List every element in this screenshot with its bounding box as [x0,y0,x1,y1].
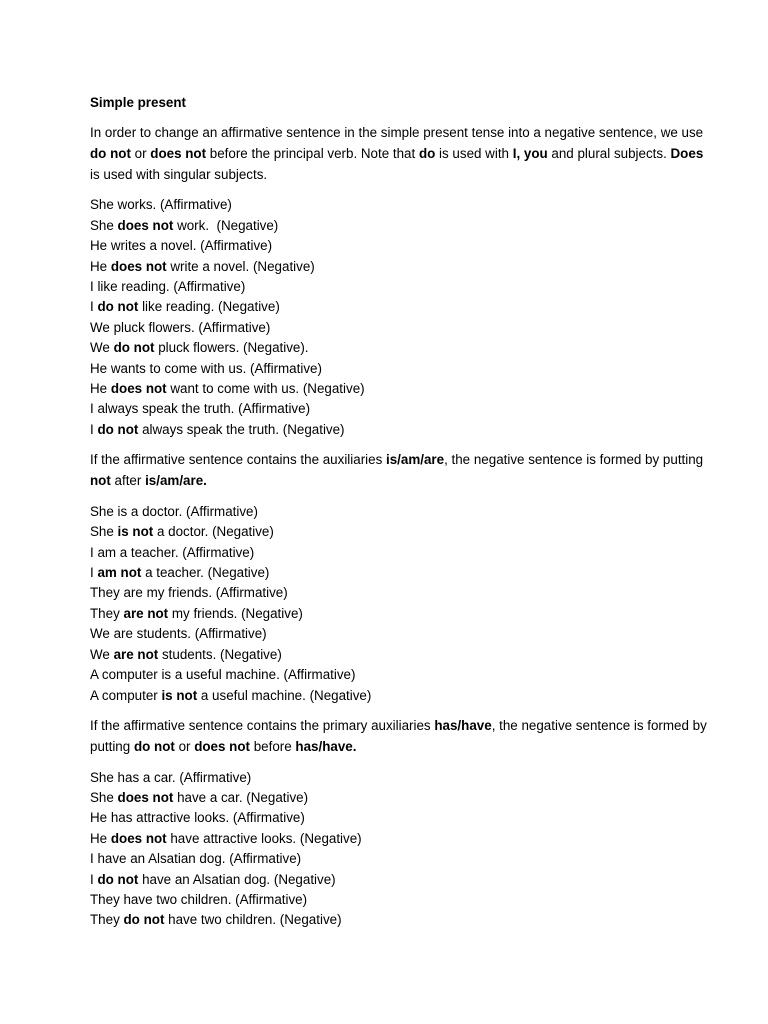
bold-text: do not [123,912,165,928]
text-run: , the negative sentence is formed by putting [90,717,707,754]
example-sentence [90,257,708,277]
bold-text: is not [117,524,154,540]
example-sentence [90,195,708,215]
text-run: a doctor. (Negative) [153,524,274,540]
text-run: We [90,340,114,356]
example-sentence [90,686,708,706]
bold-text: am not [97,565,142,581]
example-sentence [90,645,708,665]
bold-text: does not [110,381,167,397]
text-run: I [90,421,98,437]
text-run: have two children. (Negative) [164,912,342,928]
text-run: She works. (Affirmative) [90,197,232,213]
text-run: He [90,381,111,397]
text-run: She [90,524,118,540]
bold-text: has/have [434,717,492,733]
text-run: or [174,738,195,754]
bold-text: does not [110,830,167,846]
bold-text: has/have. [295,738,357,754]
text-run: A computer is a useful machine. (Affirmative) [90,667,356,683]
text-run: She [90,789,118,805]
text-run: pluck flowers. (Negative). [154,340,309,356]
example-sentence [90,359,708,379]
text-run: is used with [435,145,513,161]
text-run: after [110,473,146,489]
text-run: want to come with us. (Negative) [166,381,365,397]
example-list [90,502,708,706]
text-run: I [90,299,98,315]
example-sentence [90,788,708,808]
text-run: before [250,738,296,754]
example-list [90,768,708,931]
bold-text: does not [117,789,174,805]
example-sentence [90,808,708,828]
bold-text: do not [97,299,139,315]
bold-text: does not [194,738,250,754]
example-sentence [90,338,708,358]
example-sentence [90,624,708,644]
example-sentence [90,665,708,685]
example-sentence [90,318,708,338]
bold-text: are not [123,605,169,621]
example-sentence [90,297,708,317]
text-run: , the negative sentence is formed by putting [444,452,704,468]
text-run: They are my friends. (Affirmative) [90,585,288,601]
text-run: If the affirmative sentence contains the auxiliaries [90,452,386,468]
text-run: They [90,605,124,621]
text-run: my friends. (Negative) [168,605,303,621]
text-run: He [90,830,111,846]
explanation-paragraph [90,716,708,758]
example-sentence [90,399,708,419]
example-sentence [90,236,708,256]
bold-text: does not [117,217,174,233]
bold-text: do not [113,340,155,356]
text-run: She [90,217,118,233]
example-sentence [90,583,708,603]
text-run: She has a car. (Affirmative) [90,769,252,785]
text-run: a teacher. (Negative) [141,565,270,581]
text-run: In order to change an affirmative sentence in the simple present tense into a negative sentence, we use [90,125,704,140]
text-run: I always speak the truth. (Affirmative) [90,401,311,417]
example-sentence [90,870,708,890]
text-run: write a novel. (Negative) [166,258,315,274]
text-run: They have two children. (Affirmative) [90,891,308,907]
text-run: I [90,565,98,581]
bold-text: is not [161,687,198,703]
example-sentence [90,890,708,910]
bold-text: do not [133,738,175,754]
document-body [90,123,708,931]
text-run: is used with singular subjects. [90,166,268,182]
text-run: and plural subjects. [547,145,671,161]
text-run: We [90,646,114,662]
example-sentence [90,604,708,624]
text-run: He writes a novel. (Affirmative) [90,238,273,254]
example-sentence [90,277,708,297]
example-list [90,195,708,440]
text-run: have attractive looks. (Negative) [166,830,362,846]
text-run: We pluck flowers. (Affirmative) [90,319,271,335]
example-sentence [90,379,708,399]
example-sentence [90,420,708,440]
example-sentence [90,768,708,788]
text-run: I am a teacher. (Affirmative) [90,544,255,560]
text-run: have a car. (Negative) [173,789,309,805]
bold-text: is/am/are [386,452,445,468]
text-run: work. (Negative) [173,217,279,233]
example-sentence [90,563,708,583]
bold-text: is/am/are. [145,473,207,489]
text-run: have an Alsatian dog. (Negative) [138,871,336,887]
example-sentence [90,849,708,869]
text-run: We are students. (Affirmative) [90,626,267,642]
text-run: He wants to come with us. (Affirmative) [90,360,322,376]
example-sentence [90,502,708,522]
page-title: Simple present [90,95,186,110]
example-sentence [90,910,708,930]
bold-text: do [418,145,436,161]
bold-text: do not [90,145,131,161]
text-run: She is a doctor. (Affirmative) [90,503,258,519]
text-run: always speak the truth. (Negative) [138,421,345,437]
text-run: like reading. (Negative) [138,299,280,315]
explanation-paragraph [90,123,708,185]
bold-text: are not [113,646,159,662]
bold-text: does not [150,145,207,161]
text-run: a useful machine. (Negative) [197,687,372,703]
text-run: They [90,912,124,928]
bold-text: do not [97,421,139,437]
text-run: or [130,145,151,161]
text-run: I have an Alsatian dog. (Affirmative) [90,851,302,867]
example-sentence [90,829,708,849]
bold-text: I, you [512,145,548,161]
explanation-paragraph [90,450,708,492]
example-sentence [90,543,708,563]
bold-text: not [90,473,111,489]
text-run: before the principal verb. Note that [206,145,419,161]
example-sentence [90,216,708,236]
text-run: He [90,258,111,274]
bold-text: does not [110,258,167,274]
bold-text: Does [670,145,704,161]
text-run: He has attractive looks. (Affirmative) [90,810,305,826]
text-run: If the affirmative sentence contains the primary auxiliaries [90,717,435,733]
text-run: I [90,871,98,887]
text-run: I like reading. (Affirmative) [90,279,246,295]
text-run: A computer [90,687,162,703]
example-sentence [90,522,708,542]
bold-text: do not [97,871,139,887]
text-run: students. (Negative) [158,646,282,662]
